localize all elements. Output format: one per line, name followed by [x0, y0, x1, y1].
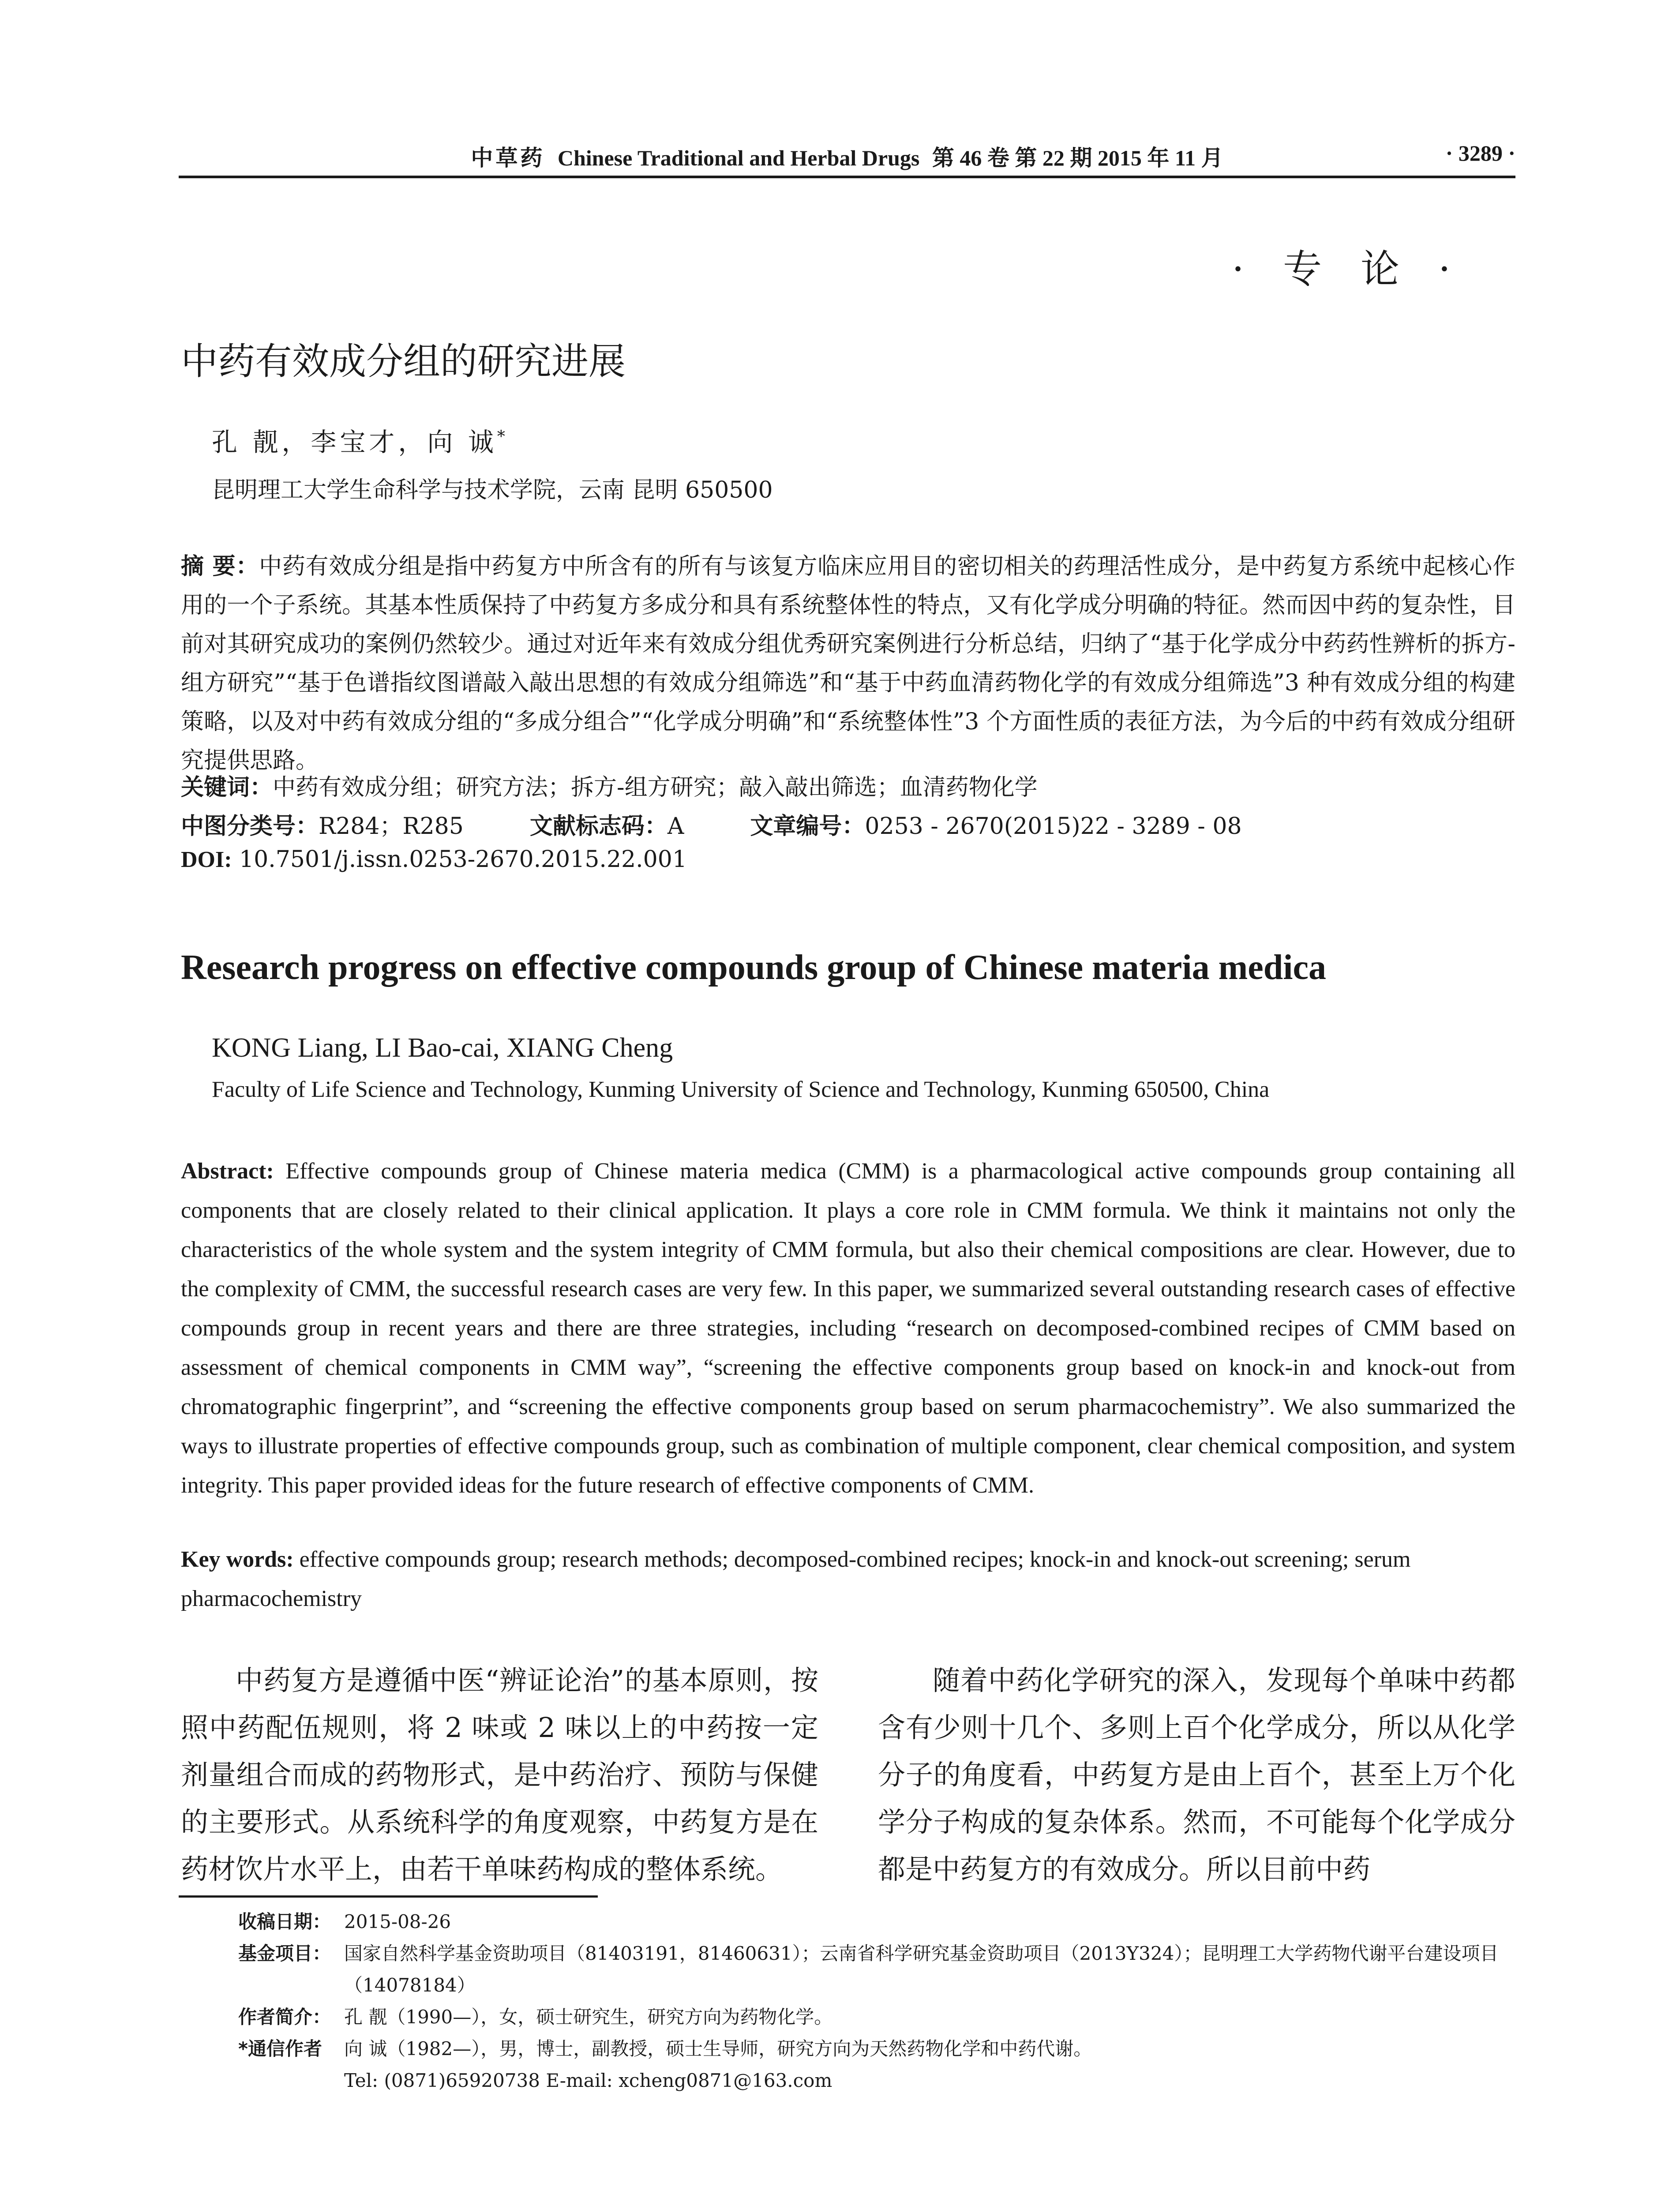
keywords-cn — [181, 769, 1038, 802]
header-rule — [179, 176, 1515, 178]
doi-link[interactable]: 10.7501/j.issn.0253-2670.2015.22.001 — [239, 846, 687, 873]
abstract-cn — [181, 547, 1515, 780]
bio-label: 作者简介： — [238, 2006, 331, 2028]
keywords-en-label: Key words: — [181, 1547, 294, 1572]
running-header-center — [179, 140, 1515, 172]
abstract-cn-text: 中药有效成分组是指中药复方中所含有的所有与该复方临床应用目的密切相关的药理活性成分，是中药复方系统中起核心作用的一个子系统。其基本性质保持了中药复方多成分和具有系统整体性的特点，又有化学成分明确的特征。然而因中药的复杂性，目前对其研究成功的案例仍然较少。通过对近年来有效成分组优秀研究案例进行分析总结，归纳了“基于化学成分中药药性辨析的拆方-组方研究”“基于色谱指纹图谱敲入敲出思想的有效成分组筛选”和“基于中药血清药物化学的有效成分组筛选”3 种有效成分组的构建策略，以及对中药有效成分组的“多成分组合”“化学成分明确”和“系统整体性”3 个方面性质的表征方法，为今后的中药有效成分组研究提供思路。 — [181, 553, 1515, 774]
affiliation-en: Faculty of Life Science and Technology, Kunming University of Science and Technology, Kunming 650500, China — [212, 1077, 1270, 1102]
abstract-en-label: Abstract: — [181, 1159, 274, 1184]
journal-name-cn: 中草药 — [471, 146, 545, 170]
fund-label: 基金项目： — [238, 1943, 331, 1964]
keywords-cn-text: 中药有效成分组；研究方法；拆方-组方研究；敲入敲出筛选；血清药物化学 — [273, 774, 1038, 801]
classification-line — [181, 807, 1242, 840]
doc-code-value: A — [667, 813, 684, 840]
authors-cn — [212, 421, 509, 458]
body-column-left — [181, 1657, 818, 1893]
authors-en: KONG Liang, LI Bao-cai, XIANG Cheng — [212, 1033, 673, 1063]
corresponding-text: 向 诚（1982—），男，博士，副教授，硕士生导师，研究方向为天然药物化学和中药代谢。 — [344, 2038, 1092, 2060]
footnotes — [238, 1906, 1515, 2097]
footnote-received — [238, 1906, 1515, 1938]
contact-text[interactable]: Tel: (0871)65920738 E-mail: xcheng0871@163.com — [344, 2070, 832, 2091]
abstract-en — [181, 1152, 1515, 1505]
section-label: · 专 论 · — [1232, 246, 1464, 292]
received-label: 收稿日期： — [238, 1911, 331, 1932]
footnote-corresponding — [238, 2033, 1515, 2065]
body-paragraph-right: 随着中药化学研究的深入，发现每个单味中药都含有少则十几个、多则上百个化学成分，所以从化学分子的角度看，中药复方是由上百个，甚至上万个化学分子构成的复杂体系。然而，不可能每个化学成分都是中药复方的有效成分。所以目前中药 — [878, 1664, 1515, 1885]
keywords-cn-label: 关键词： — [181, 774, 273, 801]
article-no-label: 文章编号： — [750, 813, 865, 840]
affiliation-cn: 昆明理工大学生命科学与技术学院，云南 昆明 650500 — [212, 477, 773, 503]
article-no-value: 0253 - 2670(2015)22 - 3289 - 08 — [865, 813, 1242, 840]
title-en: Research progress on effective compounds group of Chinese materia medica — [181, 948, 1327, 987]
footnote-bio — [238, 2001, 1515, 2033]
fund-text: 国家自然科学基金资助项目（81403191，81460631）；云南省科学研究基金资助项目（2013Y324）；昆明理工大学药物代谢平台建设项目（14078184） — [344, 1943, 1499, 1996]
issue-info: 第 46 卷 第 22 期 2015 年 11 月 — [932, 146, 1223, 170]
corresponding-label: *通信作者 — [238, 2038, 322, 2060]
bio-text: 孔 靓（1990—），女，硕士研究生，研究方向为药物化学。 — [344, 2006, 833, 2028]
keywords-en-text: effective compounds group; research methods; decomposed-combined recipes; knock-in and knock-out screening; serum pharmacochemistry — [181, 1547, 1411, 1611]
keywords-en — [181, 1540, 1515, 1618]
abstract-cn-label: 摘 要： — [181, 553, 259, 580]
doi-label: DOI: — [181, 847, 232, 872]
body-paragraph-left: 中药复方是遵循中医“辨证论治”的基本原则，按照中药配伍规则，将 2 味或 2 味以上的中药按一定剂量组合而成的药物形式，是中药治疗、预防与保健的主要形式。从系统科学的角度观察，中药复方是在药材饮片水平上，由若干单味药构成的整体系统。 — [181, 1664, 818, 1885]
journal-name-en: Chinese Traditional and Herbal Drugs — [557, 146, 920, 170]
running-header — [179, 140, 1515, 173]
doi-line — [181, 846, 687, 873]
footnote-contact — [238, 2065, 1515, 2097]
footnote-fund — [238, 1938, 1515, 2001]
received-date: 2015-08-26 — [344, 1911, 451, 1932]
clc-value: R284；R285 — [319, 813, 464, 840]
title-cn: 中药有效成分组的研究进展 — [181, 340, 626, 383]
corresponding-mark: * — [497, 428, 509, 446]
page-number: · 3289 · — [1445, 141, 1515, 165]
authors-cn-names: 孔 靓，李宝才，向 诚 — [212, 427, 497, 457]
footnote-rule — [179, 1895, 598, 1898]
abstract-en-text: Effective compounds group of Chinese materia medica (CMM) is a pharmacological active compounds group containing all components that are closely related to their clinical application. It plays a core role in CMM formula. We think it maintains not only the characteristics of the whole system and the system integrity of CMM formula, but also their chemical compositions are clear. However, due to the complexity of CMM, the successful research cases are very few. In this paper, we summarized several outstanding research cases of effective compounds group in recent years and there are three strategies, including “research on decomposed-combined recipes of CMM based on assessment of chemical components in CMM way”, “screening the effective components group based on knock-in and knock-out from chromatographic fingerprint”, and “screening the effective components group based on serum pharmacochemistry”. We also summarized the ways to illustrate properties of effective compounds group, such as combination of multiple component, clear chemical composition, and system integrity. This paper provided ideas for the future research of effective components of CMM. — [181, 1159, 1515, 1498]
doc-code-label: 文献标志码： — [529, 813, 668, 840]
body-column-right — [878, 1657, 1515, 1893]
clc-label: 中图分类号： — [181, 813, 319, 840]
